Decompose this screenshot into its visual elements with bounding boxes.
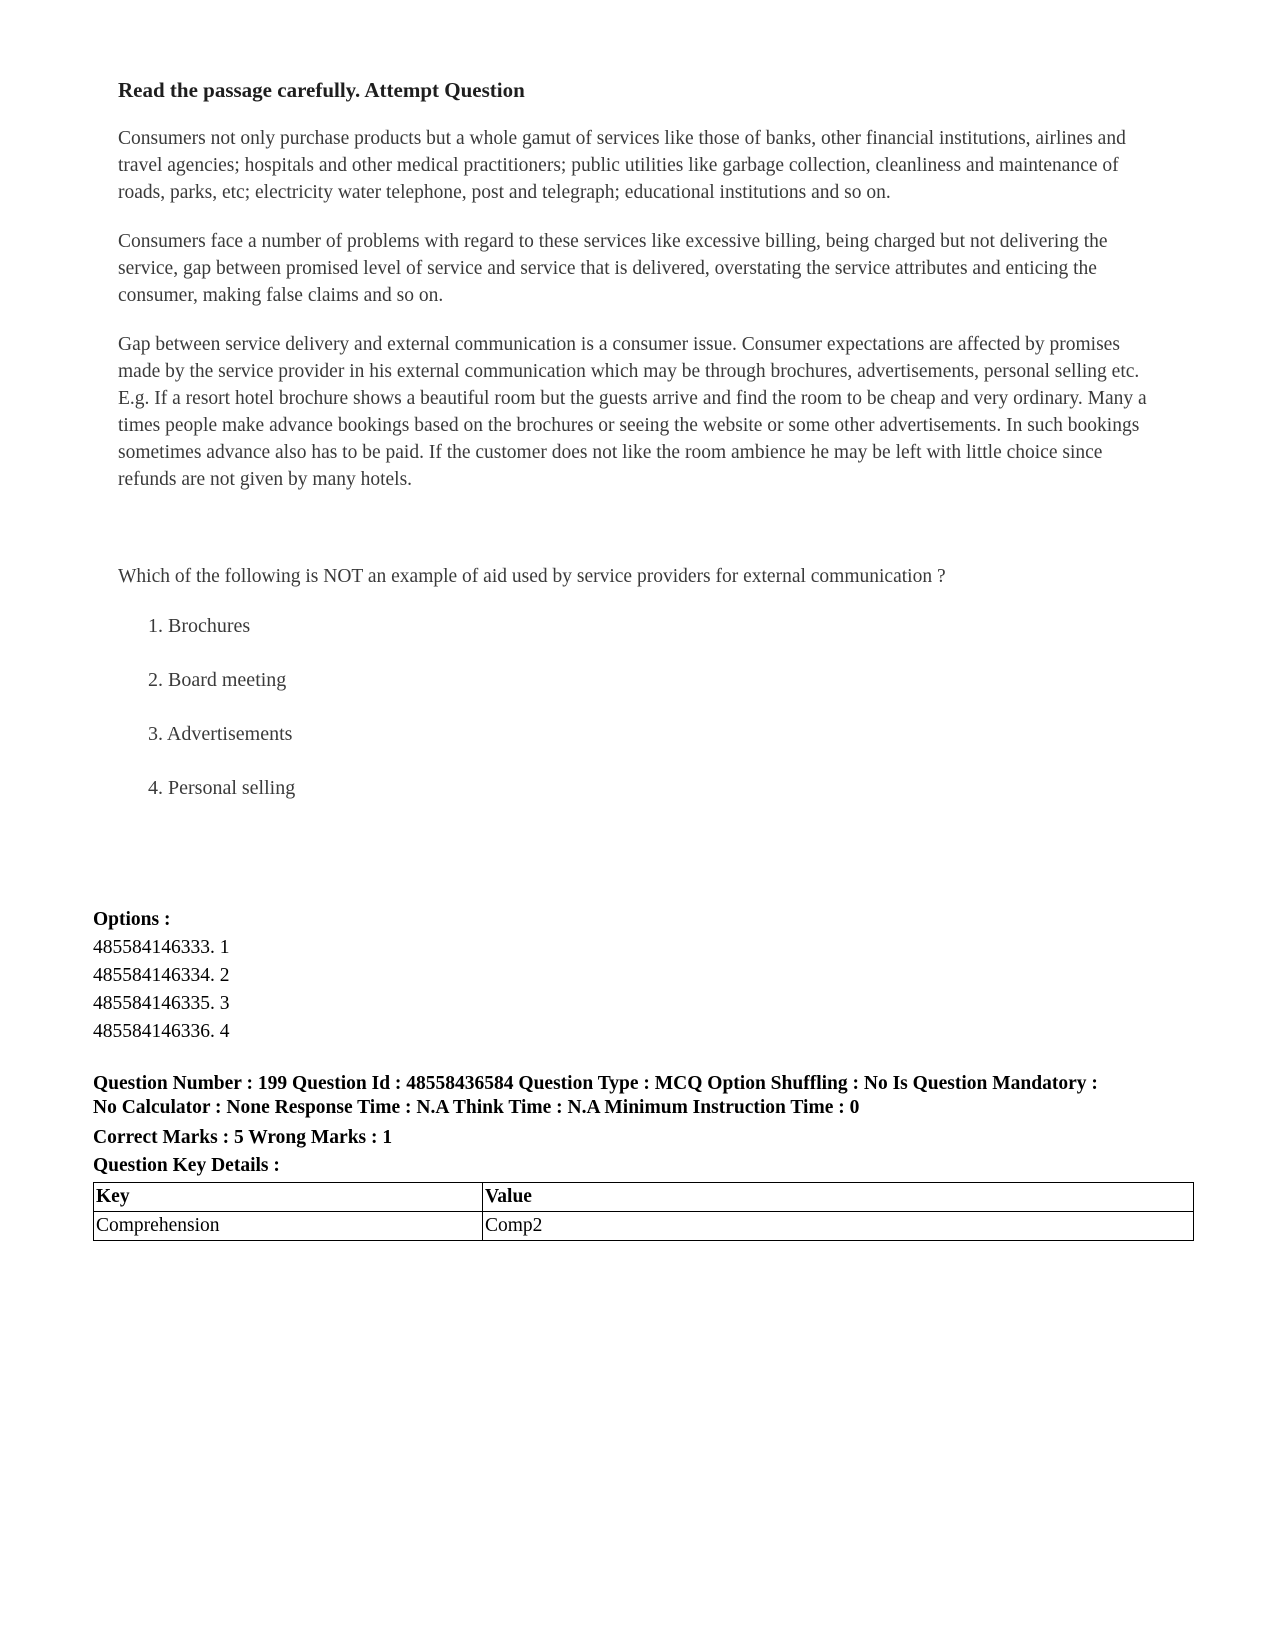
key-details-label: Question Key Details :: [93, 1155, 280, 1176]
choice-item: 3. Advertisements: [148, 723, 293, 745]
choice-item: 1. Brochures: [148, 615, 251, 637]
question-info-line-1: Question Number : 199 Question Id : 48558436584 Question Type : MCQ Option Shuffling : No Is Question Mandatory :: [93, 1073, 1098, 1094]
table-header-row: [94, 1183, 1194, 1212]
cell-value: Comp2: [483, 1212, 1194, 1241]
question-info-line-2: No Calculator : None Response Time : N.A Think Time : N.A Minimum Instruction Time : 0: [93, 1097, 860, 1118]
question-info: [93, 1072, 1193, 1120]
marks-info: Correct Marks : 5 Wrong Marks : 1: [93, 1127, 393, 1148]
question-text: Which of the following is NOT an example of aid used by service providers for external communication ?: [118, 566, 946, 587]
option-id: 485584146334. 2: [93, 965, 230, 986]
key-details-table: [93, 1182, 1194, 1241]
question-metadata: [93, 906, 1193, 1241]
choice-list: [118, 612, 1158, 802]
header-key: Key: [94, 1183, 483, 1212]
passage-paragraph-1: Consumers not only purchase products but a whole gamut of services like those of banks, other financial institutions, airlines and travel agencies; hospitals and other medical practitioners; public utilities like garbage collection, cleanliness and maintenance of roads, parks, etc; electricity water telephone, post and telegraph; educational institutions and so on.: [118, 128, 1126, 203]
option-id: 485584146333. 1: [93, 937, 230, 958]
question-image: [118, 78, 1158, 828]
header-value: Value: [483, 1183, 1194, 1212]
spacer: [93, 1046, 1193, 1072]
cell-key: Comprehension: [94, 1212, 483, 1241]
options-label: Options :: [93, 909, 171, 930]
table-row: [94, 1212, 1194, 1241]
passage-paragraph-2: Consumers face a number of problems with regard to these services like excessive billing, being charged but not delivering the service, gap between promised level of service and service that is delivered, overstating the service attributes and enticing the consumer, making false claims and so on.: [118, 231, 1108, 306]
option-id: 485584146335. 3: [93, 993, 230, 1014]
passage-heading: Read the passage carefully. Attempt Question: [118, 78, 525, 102]
option-id: 485584146336. 4: [93, 1021, 230, 1042]
choice-item: 4. Personal selling: [148, 777, 296, 799]
choice-item: 2. Board meeting: [148, 669, 287, 691]
passage-paragraph-3: Gap between service delivery and external communication is a consumer issue. Consumer expectations are affected by promises made by the service provider in his external communication which may be through brochures, advertisements, personal selling etc. E.g. If a resort hotel brochure shows a beautiful room but the guests arrive and find the room to be cheap and very ordinary. Many a times people make advance bookings based on the brochures or seeing the website or some other advertisements. In such bookings sometimes advance also has to be paid. If the customer does not like the room ambience he may be left with little choice since refunds are not given by many hotels.: [118, 334, 1147, 490]
